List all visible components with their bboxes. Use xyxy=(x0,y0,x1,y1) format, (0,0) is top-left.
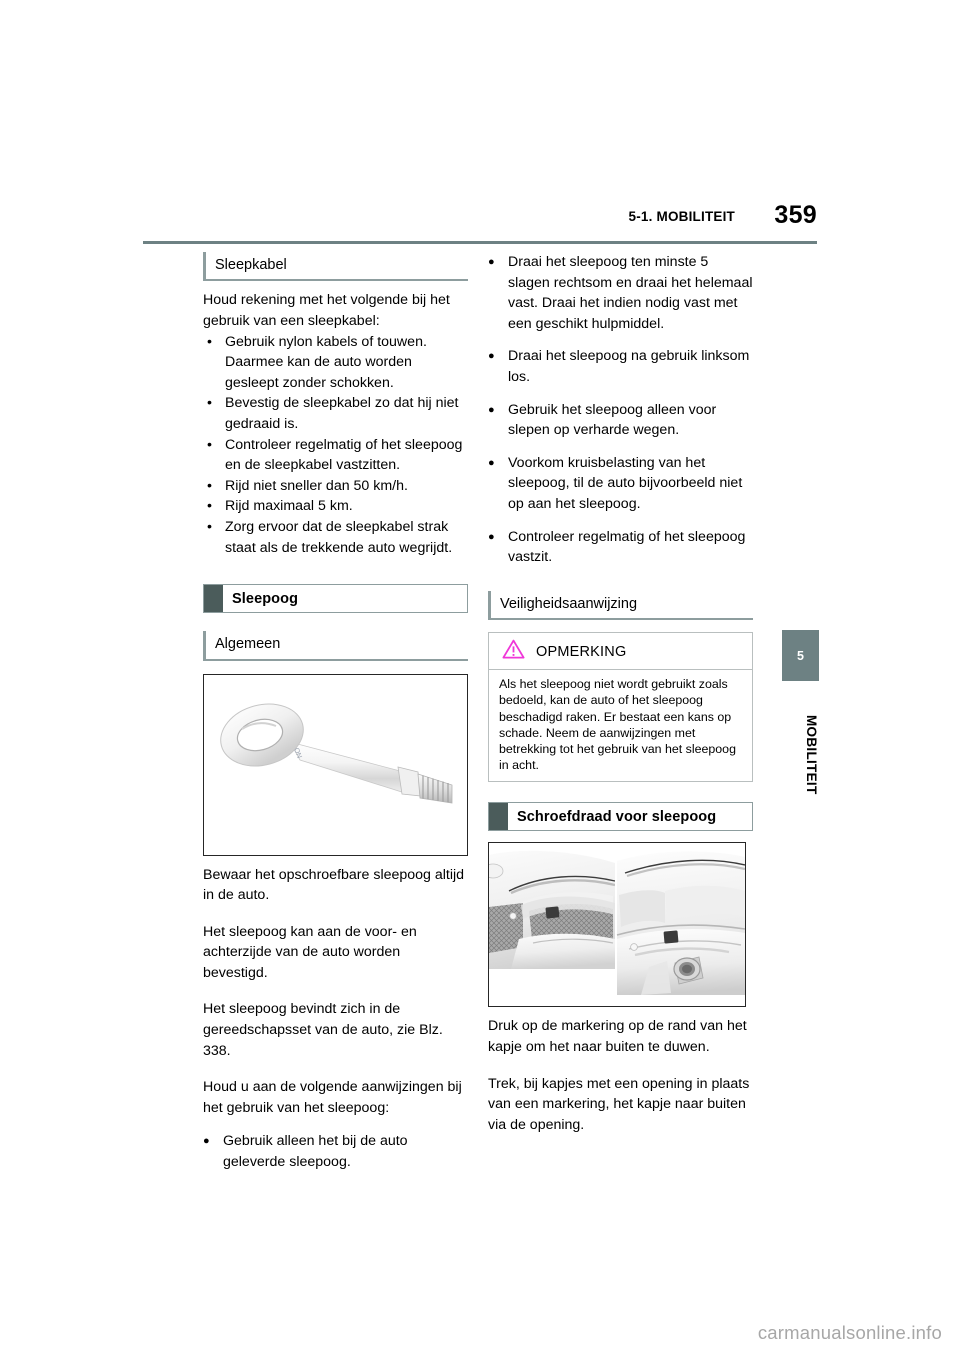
heading-veiligheidsaanwijzing xyxy=(488,591,753,620)
list-item xyxy=(203,1131,468,1172)
page-header xyxy=(143,201,817,243)
bumper-illustration-svg xyxy=(489,843,745,1006)
list-item xyxy=(203,517,468,558)
list-item-text: Rijd maximaal 5 km. xyxy=(225,498,353,515)
heading-sleepoog-label: Sleepoog xyxy=(232,590,299,607)
heading-algemeen-label: Algemeen xyxy=(215,636,281,653)
bumper-tow-hook-cover-illustration xyxy=(488,842,746,1007)
schroefdraad-paragraph-2: Trek, bij kapjes met een opening in plaats van een markering, het kapje naar buiten via de opening. xyxy=(488,1075,750,1133)
list-item xyxy=(488,400,753,441)
sleepoog-paragraph-3: Het sleepoog bevindt zich in de gereedschapsset van de auto, zie Blz. 338. xyxy=(203,1001,443,1059)
bullet-marker-icon: • xyxy=(207,333,212,350)
sleepkabel-intro-paragraph: Houd rekening met het volgende bij het gebruik van een sleepkabel: xyxy=(203,292,450,329)
header-rule-divider xyxy=(143,241,817,244)
watermark-text: carmanualsonline.info xyxy=(757,1322,942,1343)
schroefdraad-paragraph-1: Druk op de markering op de rand van het kapje om het naar buiten te duwen. xyxy=(488,1018,747,1055)
list-item xyxy=(203,393,468,434)
header-chapter-label: 5-1. MOBILITEIT xyxy=(628,209,735,224)
list-item-text: Controleer regelmatig of het sleepoog vastzit. xyxy=(508,528,746,566)
heading-schroefdraad xyxy=(488,802,753,831)
section-swatch-icon xyxy=(489,803,508,830)
list-item xyxy=(203,435,468,476)
list-item xyxy=(488,453,753,515)
notice-title: OPMERKING xyxy=(536,643,627,660)
left-column xyxy=(203,252,468,1173)
spacer xyxy=(203,613,468,631)
sleepoog-disc-list xyxy=(203,1131,468,1172)
bullet-marker-icon: • xyxy=(207,477,212,494)
disc-marker-icon: ● xyxy=(488,456,495,469)
spacer xyxy=(488,782,753,802)
rear-bumper-panel xyxy=(617,849,745,995)
list-item-text: Voorkom kruisbelasting van het sleepoog, til de auto bijvoorbeeld niet op aan het sleepoog. xyxy=(508,454,743,512)
heading-sleepoog xyxy=(203,584,468,613)
spacer xyxy=(203,558,468,584)
list-item-text: Gebruik alleen het bij de auto geleverde sleepoog. xyxy=(223,1133,408,1171)
heading-sleepkabel xyxy=(203,252,468,281)
disc-marker-icon: ● xyxy=(488,350,495,363)
side-tab-number-label: 5 xyxy=(797,648,804,663)
disc-marker-icon: ● xyxy=(203,1135,210,1148)
list-item-text: Bevestig de sleepkabel zo dat hij niet gedraaid is. xyxy=(225,395,459,432)
list-item-text: Gebruik het sleepoog alleen voor slepen op verharde wegen. xyxy=(508,401,717,439)
sleepoog-paragraph-4: Houd u aan de volgende aanwijzingen bij het gebruik van het sleepoog: xyxy=(203,1079,462,1116)
disc-marker-icon: ● xyxy=(488,530,495,543)
tow-eye-bolt-illustration xyxy=(203,674,468,856)
notice-box-opmerking xyxy=(488,632,753,782)
side-tab-chapter-name: MOBILITEIT xyxy=(804,715,819,795)
list-item-text: Gebruik nylon kabels of touwen. Daarmee kan de auto worden gesleept zonder schokken. xyxy=(225,333,427,391)
list-item xyxy=(203,476,468,497)
warning-triangle-svg xyxy=(502,639,525,659)
side-tab-chapter-number xyxy=(782,630,819,681)
section-swatch-icon xyxy=(204,585,223,612)
sleepoog-paragraph-1: Bewaar het opschroefbare sleepoog altijd in de auto. xyxy=(203,866,465,904)
list-item xyxy=(488,346,753,387)
list-item-text: Rijd niet sneller dan 50 km/h. xyxy=(225,477,408,494)
notice-body-text: Als het sleepoog niet wordt gebruikt zoals bedoeld, kan de auto of het sleepoog beschadigd raken. Er bestaat een kans op schade. Neem de aanwijzingen met betrekking tot het gebruik van het sleepoog in acht. xyxy=(499,677,736,773)
list-item xyxy=(203,332,468,394)
list-item xyxy=(488,527,753,568)
spacer xyxy=(488,568,753,591)
right-column xyxy=(488,252,753,1135)
svg-text:ON: ON xyxy=(292,746,303,759)
heading-sleepkabel-label: Sleepkabel xyxy=(215,257,287,273)
heading-schroefdraad-label: Schroefdraad voor sleepoog xyxy=(517,808,717,825)
sleepoog-usage-disc-list xyxy=(488,252,753,568)
bullet-marker-icon: • xyxy=(207,498,212,515)
list-item-text: Controleer regelmatig of het sleepoog en de sleepkabel vastzitten. xyxy=(225,436,463,474)
list-item-text: Draai het sleepoog na gebruik linksom los. xyxy=(508,348,750,385)
list-item-text: Zorg ervoor dat de sleepkabel strak staat als de trekkende auto wegrijdt. xyxy=(225,518,453,556)
page-number: 359 xyxy=(774,201,817,229)
front-bumper-panel xyxy=(489,849,615,969)
sleepkabel-bullet-list xyxy=(203,332,468,559)
sleepoog-paragraph-2: Het sleepoog kan aan de voor- en achterzijde van de auto worden bevestigd. xyxy=(203,923,417,981)
disc-marker-icon: ● xyxy=(488,256,495,268)
bullet-marker-icon: • xyxy=(207,518,212,535)
list-item xyxy=(488,252,753,334)
notice-header xyxy=(489,633,752,670)
list-item xyxy=(203,496,468,517)
warning-triangle-icon xyxy=(502,639,525,664)
heading-veiligheidsaanwijzing-label: Veiligheidsaanwijzing xyxy=(500,595,638,612)
list-item-text: Draai het sleepoog ten minste 5 slagen rechtsom en draai het helemaal vast. Draai het indien nodig vast met een geschikt hulpmiddel. xyxy=(508,254,753,332)
bullet-marker-icon: • xyxy=(207,395,212,412)
bullet-marker-icon: • xyxy=(207,436,212,453)
disc-marker-icon: ● xyxy=(488,403,495,416)
tow-eye-bolt-svg xyxy=(204,675,467,855)
heading-algemeen xyxy=(203,631,468,660)
